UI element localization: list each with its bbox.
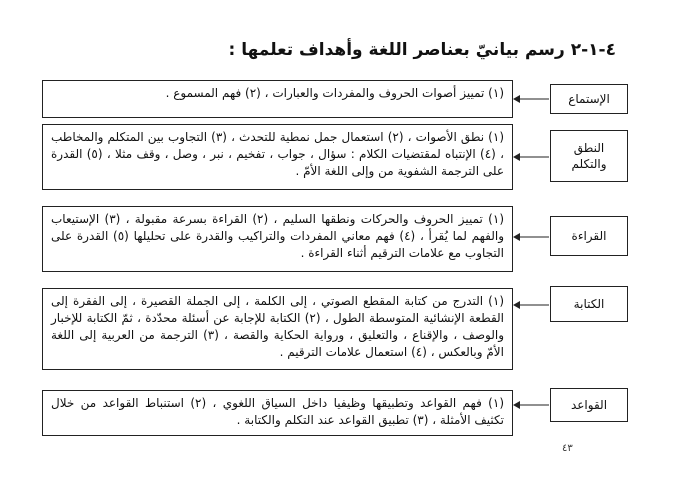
arrow-icon: [513, 232, 549, 242]
section-content: (١) تمييز أصوات الحروف والمفردات والعبارات ، (٢) فهم المسموع .: [42, 80, 513, 118]
section-label: الكتابة: [550, 286, 628, 322]
page-number: ٤٣: [562, 443, 573, 454]
arrow-icon: [513, 300, 549, 310]
arrow-icon: [513, 400, 549, 410]
arrow-icon: [513, 152, 549, 162]
page-title: ٤-١-٢ رسم بيانيّ بعناصر اللغة وأهداف تعلمها :: [228, 40, 616, 60]
section-content: (١) نطق الأصوات ، (٢) استعمال جمل نمطية للتحدث ، (٣) التجاوب بين المتكلم والمخاطب ، (٤) الإنتباه لمقتضيات الكلام : سؤال ، جواب ، تفخيم ، نبر ، وصل ، وقف مثلا ، (٥) القدرة على الترجمة الشفوية من وإلى اللغة الأمّ .: [42, 124, 513, 190]
section-label: القواعد: [550, 388, 628, 422]
section-label: الإستماع: [550, 84, 628, 114]
section-label: النطق والتكلم: [550, 130, 628, 182]
arrow-icon: [513, 94, 549, 104]
section-label: القراءة: [550, 216, 628, 256]
section-content: (١) تمييز الحروف والحركات ونطقها السليم ، (٢) القراءة بسرعة مقبولة ، (٣) الإستيعاب والفهم لما يُقرأ ، (٤) فهم معاني المفردات والتراكيب والقدرة على تحليلها (٥) القدرة على التجاوب مع علامات الترقيم أثناء القراءة .: [42, 206, 513, 272]
section-content: (١) فهم القواعد وتطبيقها وظيفيا داخل السياق اللغوي ، (٢) استنباط القواعد من خلال تكثيف الأمثلة ، (٣) تطبيق القواعد عند التكلم والكتابة .: [42, 390, 513, 436]
section-content: (١) التدرج من كتابة المقطع الصوتي ، إلى الكلمة ، إلى الجملة القصيرة ، إلى الفقرة إلى القطعة الإنشائية المتوسطة الطول ، (٢) الكتابة للإجابة عن أسئلة محدّدة ، ثمّ الكتابة للإخبار والوصف ، والإقناع ، والتعليق ، ورواية الحكاية والقصة ، (٣) الترجمة من العربية إلى اللغة الأمّ وبالعكس ، (٤) استعمال علامات الترقيم .: [42, 288, 513, 370]
